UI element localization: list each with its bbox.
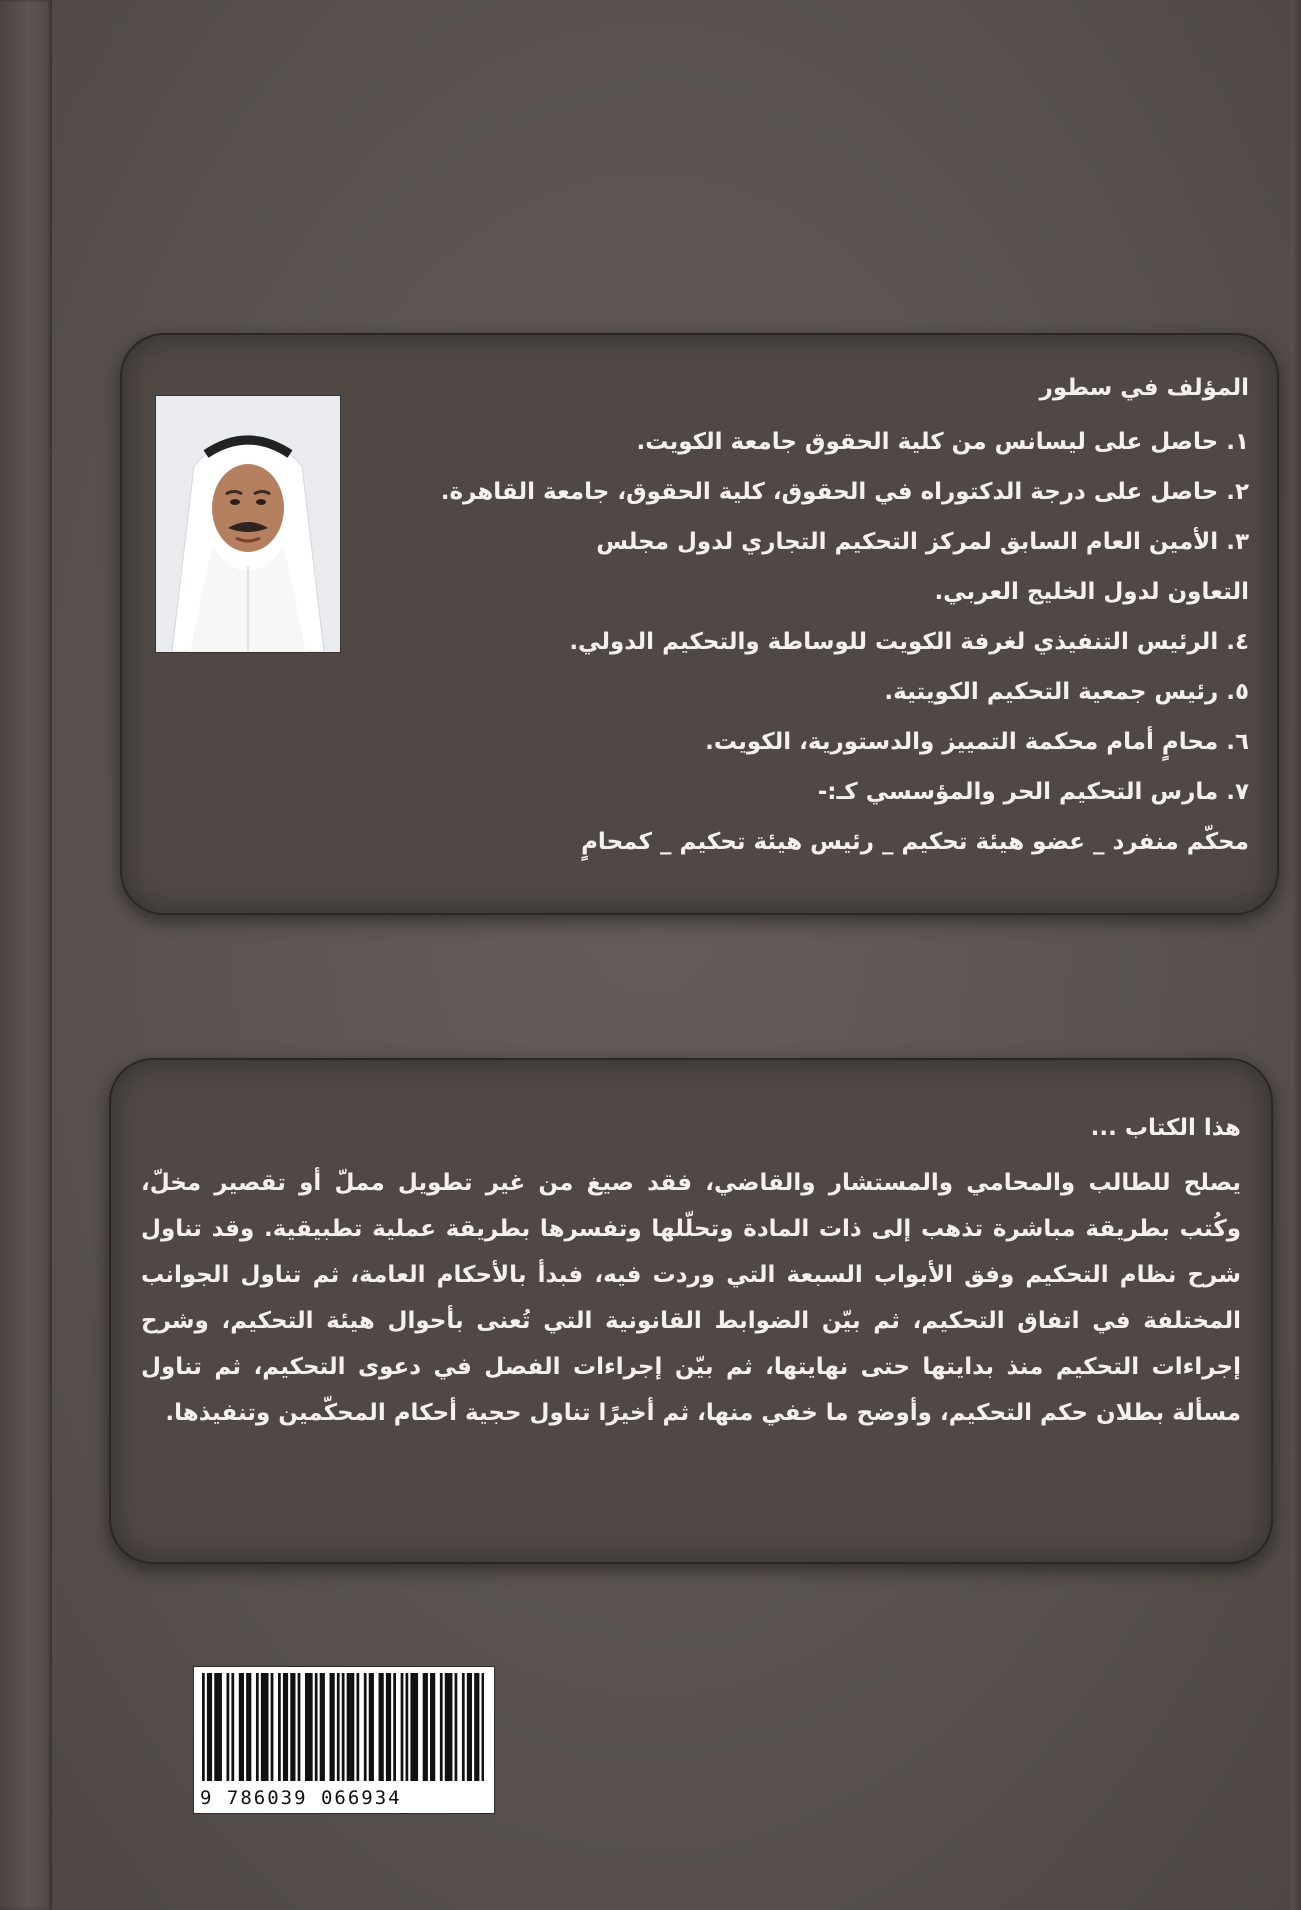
barcode-bar <box>315 1673 318 1781</box>
author-panel <box>120 333 1279 915</box>
about-book-panel <box>109 1058 1273 1564</box>
about-book-description: يصلح للطالب والمحامي والمستشار والقاضي، فقد صيغ من غير تطويل مملّ أو تقصير مخلّ، وكُتب بطريقة مباشرة تذهب إلى ذات المادة وتحلّلها وتفسرها بطريقة عملية تطبيقية. وقد تناول شرح نظام التحكيم وفق الأبواب السبعة التي وردت فيه، فبدأ بالأحكام العامة، ثم تناول الجوانب المختلفة في اتفاق التحكيم، ثم بيّن الضوابط القانونية التي تُعنى بأحوال هيئة التحكيم، وشرح إجراءات التحكيم منذ بدايتها حتى نهايتها، ثم بيّن إجراءات الفصل في دعوى التحكيم، ثم تناول مسألة بطلان حكم التحكيم، وأوضح ما خفي منها، ثم أخيرًا تناول حجية أحكام المحكّمين وتنفيذها. <box>141 1170 1241 1426</box>
barcode-bar <box>322 1673 325 1781</box>
barcode-bar <box>256 1673 259 1781</box>
barcode-bar <box>430 1673 433 1781</box>
barcode-bar <box>290 1673 293 1781</box>
barcode-bar <box>369 1673 372 1781</box>
barcode-bar <box>231 1673 234 1781</box>
barcode-bar <box>219 1673 222 1781</box>
barcode-bar <box>271 1673 274 1781</box>
barcode-bar <box>401 1673 404 1781</box>
barcode-bar <box>347 1673 350 1781</box>
barcode-bar <box>364 1673 367 1781</box>
barcode-bar <box>278 1673 281 1781</box>
author-credential-item: ٦. محامٍ أمام محكمة التمييز والدستورية، الكويت. <box>705 729 1249 755</box>
barcode-bar <box>298 1673 301 1781</box>
author-credential-item: ٣. الأمين العام السابق لمركز التحكيم التجاري لدول مجلس <box>596 529 1249 555</box>
barcode-bar <box>337 1673 340 1781</box>
barcode-bar <box>445 1673 448 1781</box>
barcode-bar <box>241 1673 244 1781</box>
barcode-bar <box>310 1673 313 1781</box>
barcode-bar <box>352 1673 355 1781</box>
barcode-bar <box>406 1673 409 1781</box>
barcode-bar <box>249 1673 252 1781</box>
author-photo <box>155 395 341 653</box>
author-credentials-list <box>389 417 1249 867</box>
barcode-bar <box>462 1673 465 1781</box>
barcode-bar <box>467 1673 470 1781</box>
barcode-bar <box>356 1673 359 1781</box>
barcode-bar <box>474 1673 477 1781</box>
barcode-bar <box>217 1673 220 1781</box>
barcode-bar <box>482 1673 484 1781</box>
barcode-bar <box>214 1673 217 1781</box>
barcode-bar <box>209 1673 212 1781</box>
barcode-bar <box>349 1673 352 1781</box>
barcode-bar <box>469 1673 472 1781</box>
barcode-bar <box>393 1673 396 1781</box>
barcode-bar <box>285 1673 288 1781</box>
barcode-bar <box>379 1673 382 1781</box>
isbn-barcode <box>193 1666 495 1814</box>
barcode-bar <box>246 1673 249 1781</box>
author-credential-item: ٧. مارس التحكيم الحر والمؤسسي كـ:- <box>817 779 1249 805</box>
barcode-bar <box>423 1673 426 1781</box>
barcode-bar <box>320 1673 323 1781</box>
barcode-bar <box>261 1673 264 1781</box>
barcode-bar <box>207 1673 210 1781</box>
barcode-bar <box>447 1673 450 1781</box>
barcode-bar <box>477 1673 480 1781</box>
barcode-bar <box>455 1673 458 1781</box>
author-credential-item: ٢. حاصل على درجة الدكتوراه في الحقوق، كلية الحقوق، جامعة القاهرة. <box>440 479 1249 505</box>
barcode-bar <box>293 1673 296 1781</box>
barcode-bar <box>330 1673 333 1781</box>
author-credential-item: ١. حاصل على ليسانس من كلية الحقوق جامعة الكويت. <box>636 429 1249 455</box>
barcode-bar <box>371 1673 374 1781</box>
author-credential-item: ٤. الرئيس التنفيذي لغرفة الكويت للوساطة والتحكيم الدولي. <box>569 629 1249 655</box>
barcode-bar <box>239 1673 242 1781</box>
barcode-bar <box>388 1673 391 1781</box>
barcode-bar <box>440 1673 443 1781</box>
isbn-number: 9 786039 066934 <box>200 1787 402 1809</box>
author-portrait-image <box>156 396 340 652</box>
about-book-title: هذا الكتاب ... <box>1090 1115 1241 1141</box>
author-credential-item: ٥. رئيس جمعية التحكيم الكويتية. <box>884 679 1249 705</box>
barcode-bar <box>305 1673 308 1781</box>
barcode-bar <box>263 1673 266 1781</box>
barcode-bar <box>410 1673 413 1781</box>
author-credential-item: محكّم منفرد _ عضو هيئة تحكيم _ رئيس هيئة تحكيم _ كمحامٍ <box>581 829 1249 855</box>
barcode-bar <box>266 1673 269 1781</box>
author-credential-item: التعاون لدول الخليج العربي. <box>934 579 1249 605</box>
book-spine-edge <box>0 0 52 1910</box>
barcode-bar <box>381 1673 384 1781</box>
barcode-bar <box>283 1673 286 1781</box>
barcode-bar <box>202 1673 205 1781</box>
barcode-bar <box>450 1673 453 1781</box>
author-section-title: المؤلف في سطور <box>1039 375 1249 401</box>
barcode-bar <box>227 1673 230 1781</box>
barcode-bar <box>413 1673 416 1781</box>
barcode-bar <box>332 1673 335 1781</box>
barcode-bar <box>307 1673 310 1781</box>
barcode-bars <box>202 1673 484 1781</box>
barcode-bar <box>433 1673 436 1781</box>
barcode-bar <box>415 1673 418 1781</box>
barcode-bar <box>342 1673 345 1781</box>
barcode-bar <box>386 1673 389 1781</box>
cover-right-edge <box>1291 0 1301 1910</box>
barcode-bar <box>425 1673 428 1781</box>
